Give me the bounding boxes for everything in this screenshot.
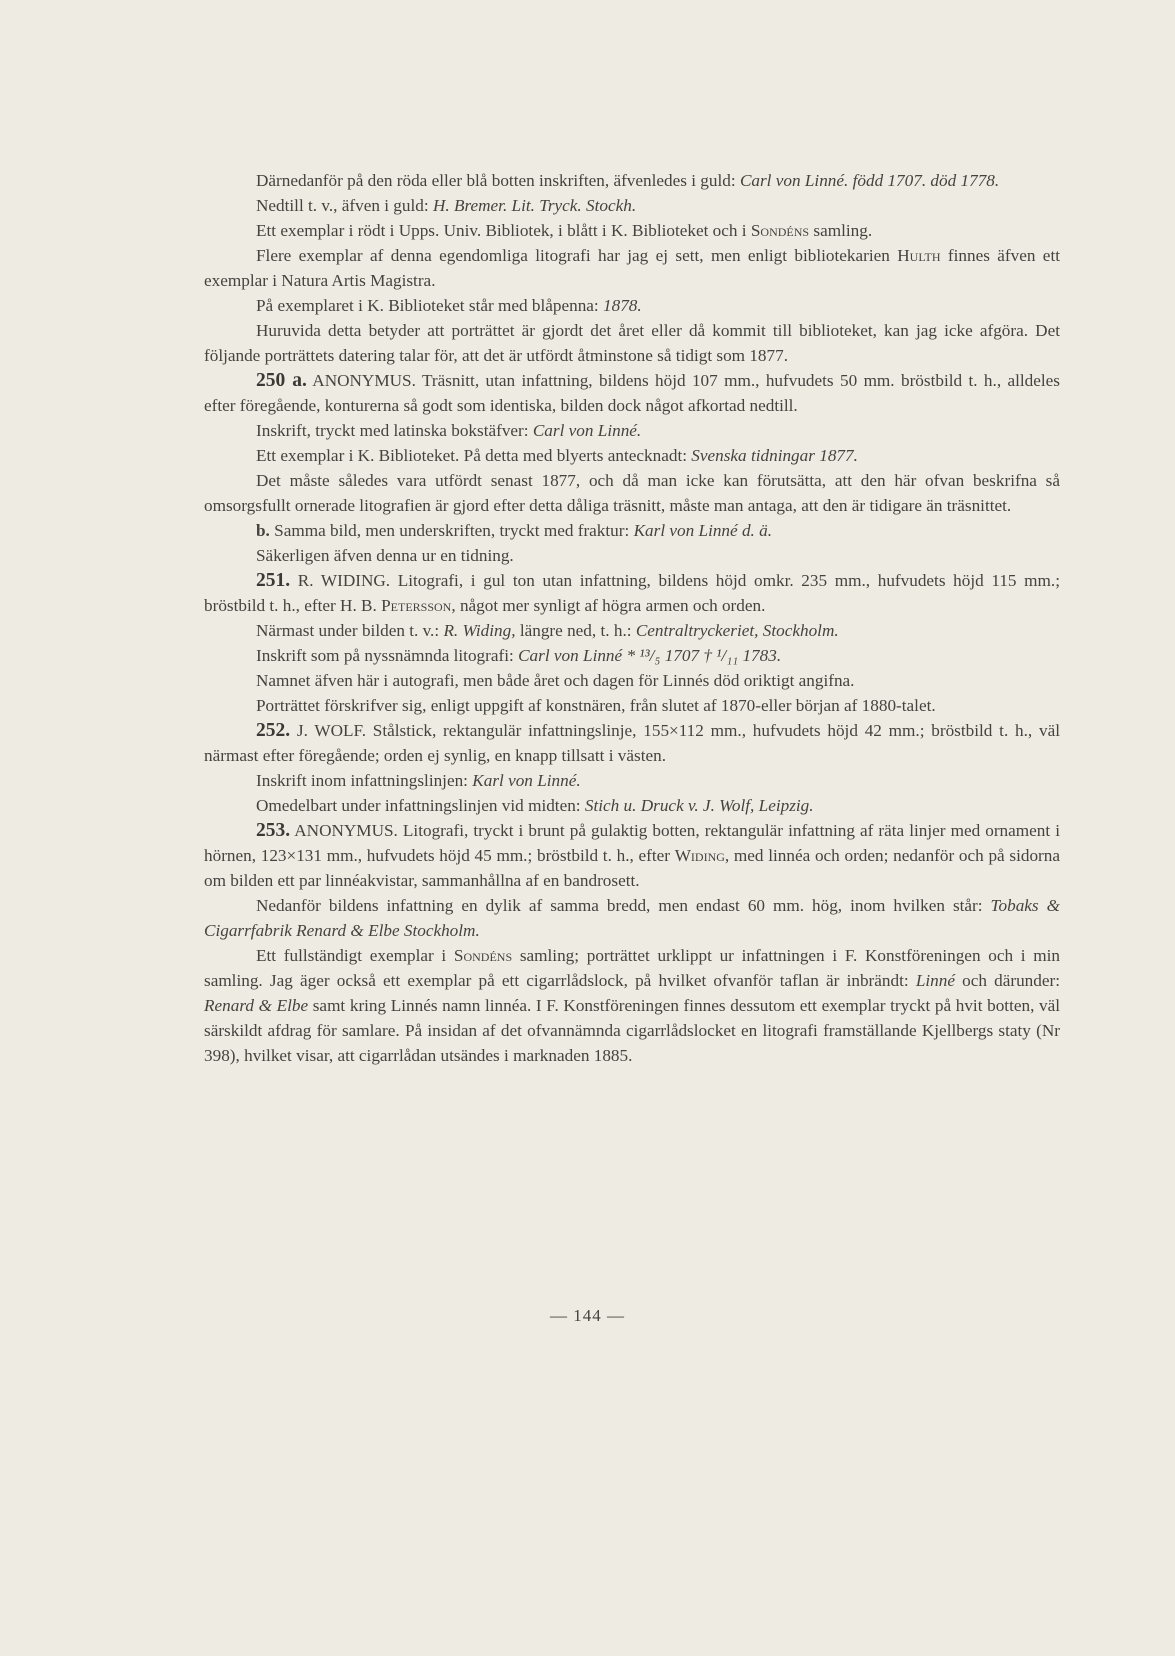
paragraph <box>204 293 1060 318</box>
italic-text: Karl von Linné. <box>472 771 581 790</box>
italic-text: Svenska tidningar 1877. <box>691 446 858 465</box>
italic-text: Stich u. Druck v. J. Wolf, Leipzig. <box>584 796 814 815</box>
paragraph <box>204 818 1060 893</box>
text-run: Sondéns <box>750 221 810 240</box>
italic-text: Linné <box>915 971 955 990</box>
page-text <box>204 168 1060 1068</box>
text-run: Det måste således vara utfördt senast 1877, och då man icke kan förutsätta, att den här ofvan beskrifna så omsorgsfullt ornerade litografien är gjord efter detta dåliga träsnitt, måste man antaga, att den är tidigare än träsnittet. <box>204 471 1060 515</box>
text-run: Därnedanför på den röda eller blå botten inskriften, äfvenledes i guld: <box>256 171 740 190</box>
paragraph <box>204 768 1060 793</box>
text-run: och därunder: <box>954 971 1060 990</box>
entry-number: 250 <box>256 370 286 391</box>
paragraph <box>204 468 1060 518</box>
text-run: samling. <box>809 221 873 240</box>
text-run: Omedelbart under infattningslinjen vid midten: <box>256 796 585 815</box>
text-run: Sondéns <box>453 946 513 965</box>
paragraph <box>204 718 1060 768</box>
text-run: Flere exemplar af denna egendomliga litografi har jag ej sett, men enligt bibliotekarien <box>256 246 898 265</box>
text-run: Ett exemplar i rödt i Upps. Univ. Bibliotek, i blått i K. Biblioteket och i <box>256 221 751 240</box>
text-run: Inskrift inom infattningslinjen: <box>256 771 473 790</box>
paragraph <box>204 243 1060 293</box>
text-run: samt kring Linnés namn linnéa. I F. Konstföreningen finnes dessutom ett exemplar tryckt på hvit botten, väl särskildt afdrag för samlare. På insidan af det ofvannämnda cigarrlådslocket en litografi framställande Kjellbergs staty (Nr 398), hvilket visar, att cigarrlådan utsändes i marknaden 1885. <box>204 996 1061 1065</box>
page-number: — 144 — <box>550 1306 625 1325</box>
text-run: ANONYMUS. Litografi, tryckt i brunt på gulaktig botten, rektangulär infattning af räta linjer med ornament i hörnen, 123×131 mm., hufvudets höjd 45 mm.; bröstbild t. h., efter <box>204 821 1060 865</box>
entry-number: 252. <box>256 720 291 741</box>
italic-text: Tobaks & Cigarrfabrik Renard & Elbe Stockholm. <box>204 896 1060 940</box>
paragraph <box>204 318 1060 368</box>
text-run: ANONYMUS. Träsnitt, utan infattning, bildens höjd 107 mm., hufvudets 50 mm. bröstbild t. h., alldeles efter föregående, konturerna så godt som identiska, bilden dock något afkortad nedtill. <box>204 371 1060 415</box>
text-run: , något mer synligt af högra armen och orden. <box>451 596 766 615</box>
text-run: Ett exemplar i K. Biblioteket. På detta med blyerts antecknadt: <box>256 446 692 465</box>
paragraph <box>204 618 1060 643</box>
text-run: Inskrift, tryckt med latinska bokstäfver: <box>256 421 533 440</box>
text-run: Nedtill t. v., äfven i guld: <box>256 196 433 215</box>
italic-text: 1878. <box>603 296 642 315</box>
text-run: Ett fullständigt exemplar i <box>256 946 454 965</box>
italic-text: Centraltryckeriet, Stockholm. <box>635 621 839 640</box>
italic-text: R. Widing, <box>443 621 516 640</box>
text-run: längre ned, t. h.: <box>515 621 636 640</box>
entry-number: 253. <box>256 820 291 841</box>
text-run: På exemplaret i K. Biblioteket står med blåpenna: <box>256 296 603 315</box>
paragraph <box>204 893 1060 943</box>
text-run: Hulth <box>897 246 941 265</box>
paragraph <box>204 418 1060 443</box>
paragraph <box>204 443 1060 468</box>
text-run: samling; porträttet urklippt ur infattningen i F. Konstföreningen och i min samling. Jag äger också ett exemplar på ett cigarrlådslock, på hvilket ofvanför taflan är inbrändt: <box>204 946 1060 990</box>
paragraph <box>204 643 1060 668</box>
text-run: Huruvida detta betyder att porträttet är gjordt det året eller då kommit till biblioteket, kan jag icke afgöra. Det följande porträttets datering talar för, att det är utfördt åtminstone så tidigt som 1877. <box>204 321 1060 365</box>
paragraph <box>204 943 1060 1068</box>
text-run: Petersson <box>381 596 452 615</box>
italic-text: Karl von Linné d. ä. <box>633 521 773 540</box>
paragraph <box>204 218 1060 243</box>
paragraph <box>204 193 1060 218</box>
text-run: R. WIDING. Litografi, i gul ton utan infattning, bildens höjd omkr. 235 mm., hufvudets höjd 115 mm.; bröstbild t. h., efter H. B. <box>204 571 1060 615</box>
paragraph <box>204 368 1060 418</box>
paragraph <box>204 793 1060 818</box>
text-run: b. <box>256 521 270 540</box>
paragraph <box>204 668 1060 693</box>
paragraph <box>204 543 1060 568</box>
text-run: Widing <box>674 846 725 865</box>
entry-number: 251. <box>256 570 291 591</box>
paragraph <box>204 693 1060 718</box>
entry-number: a. <box>285 370 307 391</box>
text-run: Porträttet förskrifver sig, enligt uppgift af konstnären, från slutet af 1870-eller början af 1880-talet. <box>256 696 936 715</box>
text-run: Närmast under bilden t. v.: <box>256 621 444 640</box>
text-run: , med linnéa och orden; nedanför och på sidorna om bilden ett par linnéakvistar, sammanhållna af en bandrosett. <box>204 846 1060 890</box>
paragraph <box>204 568 1060 618</box>
paragraph <box>204 518 1060 543</box>
text-run: finnes äfven ett exemplar i Natura Artis Magistra. <box>204 246 1060 290</box>
italic-text: Carl von Linné * ¹³/₅ 1707 † ¹/₁₁ 1783. <box>518 646 782 665</box>
text-run: Nedanför bildens infattning en dylik af samma bredd, men endast 60 mm. hög, inom hvilken står: <box>256 896 991 915</box>
text-run: Samma bild, men underskriften, tryckt med fraktur: <box>269 521 634 540</box>
italic-text: H. Bremer. Lit. Tryck. Stockh. <box>432 196 637 215</box>
text-run: Säkerligen äfven denna ur en tidning. <box>256 546 514 565</box>
italic-text: Renard & Elbe <box>204 996 309 1015</box>
text-run: J. WOLF. Stålstick, rektangulär infattningslinje, 155×112 mm., hufvudets höjd 42 mm.; bröstbild t. h., väl närmast efter föregående; orden ej synlig, en knapp tillsatt i västen. <box>204 721 1060 765</box>
text-run: Namnet äfven här i autografi, men både året och dagen för Linnés död oriktigt angifna. <box>256 671 855 690</box>
italic-text: Carl von Linné. <box>532 421 642 440</box>
paragraph <box>204 168 1060 193</box>
text-run: Inskrift som på nyssnämnda litografi: <box>256 646 519 665</box>
italic-text: Carl von Linné. född 1707. död 1778. <box>739 171 1000 190</box>
